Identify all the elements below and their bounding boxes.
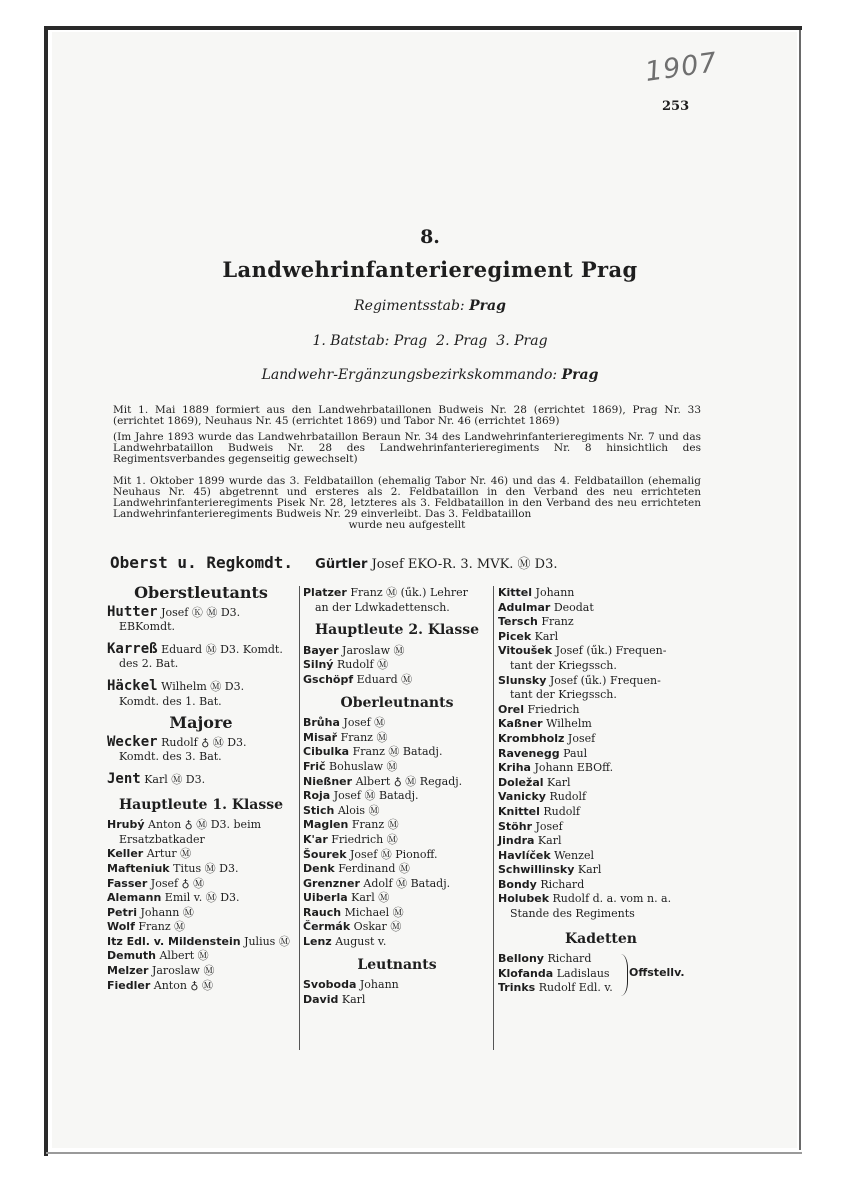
handwritten-year-note: 1907 <box>643 47 720 88</box>
column-1 <box>107 583 295 993</box>
roster-entry <box>303 760 491 775</box>
officer-surname: Silný <box>303 658 334 672</box>
scan-frame-edge <box>46 1152 802 1154</box>
officer-details: Rudolf Edl. v. <box>538 981 613 995</box>
roster-entry <box>303 877 491 892</box>
roster-entry <box>498 952 704 967</box>
officer-surname: Gschöpf <box>303 672 354 686</box>
batstab-2-label: 2. <box>436 333 450 349</box>
officer-details: Jaroslaw Ⓜ <box>342 643 405 657</box>
section-heading-majore: Majore <box>169 713 233 733</box>
roster-entry <box>303 804 491 819</box>
roster-entry <box>498 849 704 864</box>
history-paragraph: (Im Jahre 1893 wurde das Landwehrbataillon Beraun Nr. 34 des Landwehrinfanterieregiments Nr. 7 und das Landwehrbataillon Budweis Nr. 28 des Landwehrinfanterieregiments Nr. 8 hinsichtlich des Regimentsverbandes gegenseitig gewechselt) <box>113 431 701 465</box>
officer-details: Karl Ⓜ D3. <box>144 772 206 786</box>
officer-details: Artur Ⓜ <box>146 847 192 861</box>
officer-surname: Bondy <box>498 877 537 891</box>
roster-entry <box>498 644 704 673</box>
officer-details: Franz Ⓜ (űk.) Lehrer <box>350 586 468 599</box>
officer-surname: Maglen <box>303 818 349 832</box>
officer-surname: Petri <box>107 905 137 919</box>
officer-surname: Slunsky <box>498 673 547 687</box>
officer-details: Karl <box>547 775 571 789</box>
officer-surname: Stich <box>303 803 335 817</box>
officer-details: Deodat <box>553 600 594 614</box>
officer-details-continued: Komdt. des 3. Bat. <box>119 750 222 764</box>
officer-surname: Bellony <box>498 952 544 966</box>
officer-surname: Kittel <box>498 586 533 599</box>
officer-details: Josef Ⓜ Batadj. <box>333 789 419 803</box>
roster-entry <box>498 805 704 820</box>
roster-entry <box>303 789 491 804</box>
roster-entry <box>107 735 295 765</box>
officer-details: Wilhelm <box>546 717 592 731</box>
officer-details-continued: an der Ldwkadettensch. <box>315 600 450 614</box>
officer-details: Richard <box>547 952 592 966</box>
section-heading-kadetten: Kadetten <box>565 930 637 947</box>
roster-entry <box>303 848 491 863</box>
roster-entry <box>303 673 491 688</box>
officer-surname: Wecker <box>107 733 158 750</box>
officer-surname: K'ar <box>303 832 328 846</box>
officer-surname: Brůha <box>303 716 340 730</box>
officer-details: Rudolf <box>543 804 580 818</box>
history-paragraph: Mit 1. Mai 1889 formiert aus den Landwehrbataillonen Budweis Nr. 28 (errichtet 1869), Prag Nr. 33 (errichtet 1869), Neuhaus Nr. 45 (errichtet 1869) und Tabor Nr. 46 (errichtet 1869) <box>113 404 701 427</box>
officer-surname: Jent <box>107 770 141 787</box>
roster-entry <box>498 601 704 616</box>
officer-details: Albert ♁ Ⓜ Regadj. <box>355 774 463 788</box>
officer-surname: Nießner <box>303 774 353 788</box>
officer-details: Josef Ⓚ Ⓜ D3. <box>161 605 241 619</box>
roster-entry <box>303 906 491 921</box>
oberleutnants-list <box>303 716 491 950</box>
officer-details: Anton ♁ Ⓜ <box>153 978 213 992</box>
officer-surname: Svoboda <box>303 978 357 992</box>
scan-frame-edge <box>799 30 801 1150</box>
officer-surname: Hutter <box>107 603 158 620</box>
roster-entry <box>303 658 491 673</box>
regiment-number: 8. <box>420 226 440 248</box>
officer-details: Karl <box>537 834 562 848</box>
roster-entry <box>303 586 491 615</box>
officer-surname: Lenz <box>303 935 332 949</box>
roster-entry <box>107 877 295 892</box>
officer-details: Titus Ⓜ D3. <box>173 861 239 875</box>
roster-entry <box>107 949 295 964</box>
roster-entry <box>498 703 704 718</box>
officer-details-continued: Stande des Regiments <box>510 907 635 921</box>
officer-surname: Karreß <box>107 640 158 657</box>
officer-details-continued: des 2. Bat. <box>119 657 179 671</box>
officer-details-continued: Ersatzbatkader <box>119 832 205 846</box>
batstab-2-value: Prag <box>453 333 488 349</box>
officer-surname: Vitoušek <box>498 644 553 658</box>
roster-entry <box>498 863 704 878</box>
roster-entry <box>107 979 295 994</box>
roster-entry <box>498 630 704 645</box>
officer-surname: Stöhr <box>498 819 532 833</box>
roster-entry <box>303 716 491 731</box>
officer-surname: Hrubý <box>107 818 145 832</box>
officer-surname: Melzer <box>107 964 149 978</box>
roster-entry <box>107 847 295 862</box>
officer-surname: Häckel <box>107 677 158 694</box>
roster-entry <box>498 820 704 835</box>
roster-entry <box>498 586 704 601</box>
commander-name: Gürtler <box>315 557 368 572</box>
column-divider <box>299 586 300 1050</box>
regimentsstab-line <box>0 298 860 314</box>
officer-details: Emil v. Ⓜ D3. <box>164 891 240 905</box>
oberstleutnants-list <box>107 605 295 710</box>
roster-entry <box>303 644 491 659</box>
section-heading-oberleutnants: Oberleutnants <box>340 694 454 711</box>
oberleutnants-continued-list <box>498 586 704 922</box>
roster-entry <box>498 674 704 703</box>
officer-surname: Kriha <box>498 761 531 775</box>
officer-surname: Mafteniuk <box>107 861 170 875</box>
officer-details: Jaroslaw Ⓜ <box>151 964 215 978</box>
column-2 <box>303 586 491 1007</box>
section-heading-oberstleutnants: Oberstleutants <box>134 583 268 602</box>
officer-details: Ferdinand Ⓜ <box>338 862 410 876</box>
roster-entry <box>303 978 491 993</box>
column-2-top-list <box>303 586 491 615</box>
roster-entry <box>107 920 295 935</box>
officer-details: Alois Ⓜ <box>337 803 380 817</box>
batstab-1-value: Prag <box>393 333 428 349</box>
officer-details: Franz Ⓜ <box>138 920 186 934</box>
officer-details: Wenzel <box>554 848 594 862</box>
officer-details: Bohuslaw Ⓜ <box>329 759 398 773</box>
officer-details: Rudolf ♁ Ⓜ D3. <box>161 735 247 749</box>
roster-entry <box>498 615 704 630</box>
roster-entry <box>303 935 491 950</box>
roster-entry <box>107 862 295 877</box>
roster-entry <box>107 906 295 921</box>
roster-entry <box>107 818 295 847</box>
officer-details: Michael Ⓜ <box>344 905 404 919</box>
officer-surname: Havlíček <box>498 848 551 862</box>
section-heading-hauptleute-2: Hauptleute 2. Klasse <box>314 622 480 639</box>
officer-surname: David <box>303 992 339 1006</box>
officer-surname: Demuth <box>107 949 156 963</box>
roster-entry <box>107 679 295 709</box>
kadetten-note: Offstellv. <box>629 966 685 980</box>
roster-entry <box>498 776 704 791</box>
erganzung-value: Prag <box>561 367 599 383</box>
officer-details: Karl <box>341 992 366 1006</box>
officer-surname: Platzer <box>303 586 347 599</box>
leutnants-list <box>303 978 491 1007</box>
officer-surname: Fasser <box>107 876 148 890</box>
roster-entry <box>498 981 704 996</box>
kadetten-group <box>498 952 704 996</box>
regimentsstab-label: Regimentsstab: <box>354 298 465 314</box>
officer-surname: Klofanda <box>498 966 554 980</box>
officer-details: Johann <box>359 978 399 992</box>
column-divider <box>493 586 494 1050</box>
officer-details: Oskar Ⓜ <box>353 920 402 934</box>
officer-surname: Alemann <box>107 891 162 905</box>
batstab-3-label: 3. <box>496 333 510 349</box>
officer-surname: Picek <box>498 629 532 643</box>
officer-details: Josef (űk.) Frequen- <box>549 673 661 687</box>
majore-list <box>107 735 295 788</box>
officer-surname: Doležal <box>498 775 544 789</box>
roster-entry <box>107 772 295 788</box>
officer-details: August v. <box>335 935 387 949</box>
officer-details: Adolf Ⓜ Batadj. <box>363 876 451 890</box>
roster-entry <box>303 775 491 790</box>
hauptleute-1-list <box>107 818 295 993</box>
officer-details: Franz Ⓜ Batadj. <box>352 745 443 759</box>
roster-entry <box>303 745 491 760</box>
officer-surname: Adulmar <box>498 600 551 614</box>
roster-entry <box>498 892 704 921</box>
officer-surname: Uiberla <box>303 891 348 905</box>
officer-details-continued: tant der Kriegssch. <box>510 688 617 702</box>
column-3 <box>498 586 704 996</box>
roster-entry <box>303 993 491 1008</box>
officer-details-continued: Komdt. des 1. Bat. <box>119 694 222 708</box>
roster-entry <box>498 747 704 762</box>
roster-entry <box>498 732 704 747</box>
officer-details: Paul <box>563 746 588 760</box>
officer-details: Josef <box>535 819 563 833</box>
officer-surname: Knittel <box>498 804 540 818</box>
officer-details: Franz <box>541 615 574 629</box>
officer-surname: Orel <box>498 702 525 716</box>
officer-details: Anton ♁ Ⓜ D3. beim <box>148 818 262 832</box>
officer-details: Johann EBOff. <box>534 761 614 775</box>
officer-details: Johann Ⓜ <box>140 905 194 919</box>
officer-surname: Denk <box>303 862 335 876</box>
officer-details: Josef <box>567 731 596 745</box>
officer-surname: Jindra <box>498 834 535 848</box>
roster-entry <box>107 935 295 950</box>
officer-surname: Holubek <box>498 892 550 906</box>
officer-details: Franz Ⓜ <box>351 818 399 832</box>
officer-details: Josef (űk.) Frequen- <box>555 644 667 658</box>
roster-entry <box>303 891 491 906</box>
roster-entry <box>498 790 704 805</box>
officer-details: Josef Ⓜ Pionoff. <box>350 847 438 861</box>
officer-details: Albert Ⓜ <box>159 949 209 963</box>
officer-surname: Šourek <box>303 847 347 861</box>
commander-details: Josef EKO-R. 3. MVK. Ⓜ D3. <box>371 557 558 572</box>
officer-details: Karl Ⓜ <box>351 891 390 905</box>
officer-details: Wilhelm Ⓜ D3. <box>161 679 245 693</box>
roster-entry <box>498 717 704 732</box>
officer-details: Eduard Ⓜ <box>356 672 413 686</box>
roster-entry <box>303 818 491 833</box>
officer-surname: Grenzner <box>303 876 360 890</box>
officer-surname: Ravenegg <box>498 746 560 760</box>
roster-entry <box>107 605 295 635</box>
commander-rank: Oberst u. Regkomdt. <box>110 553 294 572</box>
regiment-commander <box>110 553 558 572</box>
officer-surname: Misař <box>303 730 338 744</box>
officer-details: Eduard Ⓜ D3. Komdt. <box>161 642 283 656</box>
erganzung-line <box>0 367 860 383</box>
officer-details: Ladislaus <box>556 966 610 980</box>
roster-entry <box>107 642 295 672</box>
roster-entry <box>303 731 491 746</box>
roster-entry <box>107 964 295 979</box>
officer-surname: Fiedler <box>107 978 151 992</box>
page-title: Landwehrinfanterieregiment Prag <box>222 257 638 282</box>
roster-entry <box>498 878 704 893</box>
section-heading-hauptleute-1: Hauptleute 1. Klasse <box>118 796 284 813</box>
regimentsstab-value: Prag <box>469 298 506 314</box>
officer-details: Karl <box>577 863 602 877</box>
officer-surname: Keller <box>107 847 144 861</box>
officer-surname: Vanicky <box>498 790 546 804</box>
officer-surname: Rauch <box>303 905 342 919</box>
battalion-staffs-line <box>0 333 860 349</box>
batstab-3-value: Prag <box>514 333 548 349</box>
roster-entry <box>498 761 704 776</box>
officer-details: Karl <box>534 629 559 643</box>
roster-entry <box>303 920 491 935</box>
officer-details: Rudolf d. a. vom n. a. <box>552 892 672 906</box>
erganzung-label: Landwehr-Ergänzungsbezirkskommando: <box>261 367 558 383</box>
roster-entry <box>107 891 295 906</box>
officer-surname: Tersch <box>498 615 538 629</box>
officer-surname: Bayer <box>303 643 339 657</box>
officer-surname: Cibulka <box>303 745 350 759</box>
history-paragraph <box>113 476 701 531</box>
roster-entry <box>303 833 491 848</box>
officer-surname: Kaßner <box>498 717 543 731</box>
officer-surname: Itz Edl. v. Mildenstein <box>107 934 241 948</box>
hauptleute-2-list <box>303 644 491 688</box>
officer-details: Josef Ⓜ <box>343 716 386 730</box>
roster-entry <box>303 862 491 877</box>
officer-surname: Schwillinsky <box>498 863 575 877</box>
officer-surname: Trinks <box>498 981 536 995</box>
batstab-label: 1. Batstab: <box>312 333 390 349</box>
page-number: 253 <box>662 99 690 114</box>
officer-details: Johann <box>535 586 575 599</box>
officer-details-continued: EBKomdt. <box>119 620 176 634</box>
officer-details-continued: tant der Kriegssch. <box>510 658 617 672</box>
officer-details: Franz Ⓜ <box>340 730 388 744</box>
officer-details: Friedrich Ⓜ <box>331 832 398 846</box>
officer-details: Richard <box>540 877 585 891</box>
officer-surname: Krombholz <box>498 731 565 745</box>
officer-details: Rudolf <box>549 790 587 804</box>
officer-details: Friedrich <box>527 702 580 716</box>
history-paragraph-last-line: wurde neu aufgestellt <box>348 519 466 531</box>
officer-details: Josef ♁ Ⓜ <box>150 876 205 890</box>
roster-entry <box>498 834 704 849</box>
officer-details: Rudolf Ⓜ <box>336 658 389 672</box>
officer-surname: Roja <box>303 789 331 803</box>
officer-surname: Čermák <box>303 920 351 934</box>
officer-surname: Frič <box>303 759 326 773</box>
history-paragraph-text: Mit 1. Oktober 1899 wurde das 3. Feldbataillon (ehemalig Tabor Nr. 46) und das 4. Feldbataillon (ehemalig Neuhaus Nr. 45) abgetrennt und ersteres als 2. Feldbataillon in den Verband des neu errichteten Landwehrinfanterieregiments Pisek Nr. 28, letzteres als 3. Feldbataillon in den Verband des neu errichteten Landwehrinfanterieregiments Budweis Nr. 29 einverleibt. Das 3. Feldbataillon <box>113 475 701 520</box>
officer-details: Julius Ⓜ <box>244 934 290 948</box>
officer-surname: Wolf <box>107 920 135 934</box>
section-heading-leutnants: Leutnants <box>357 956 437 973</box>
